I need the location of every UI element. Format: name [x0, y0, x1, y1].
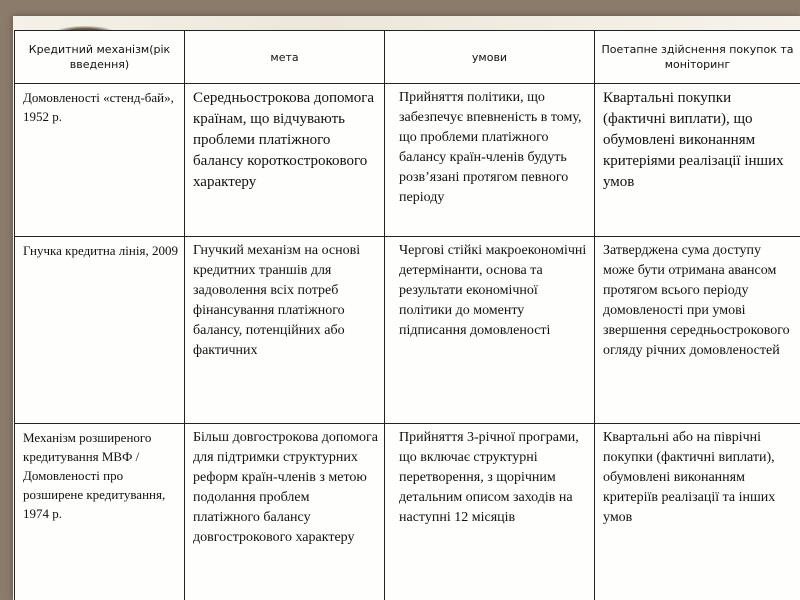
paper-top-strip — [13, 16, 800, 30]
cell-mechanism: Домовленості «стенд-бай», 1952 р. — [15, 84, 185, 237]
cell-monitoring: Квартальні або на піврічні покупки (фактичні виплати), обумовлені виконанням критеріїв реалізації та інших умов — [595, 424, 800, 600]
table-row — [15, 237, 800, 424]
cell-conditions: Прийняття 3-річної програми, що включає структурні перетворення, з щорічним детальним описом заходів на наступні 12 місяців — [385, 424, 595, 600]
table-row — [15, 424, 800, 600]
cell-monitoring: Квартальні покупки (фактичні виплати), що обумовлені виконанням критеріями реалізації інших умов — [595, 84, 800, 237]
cell-conditions: Чергові стійкі макроекономічні детермінанти, основа та результати економічної політики до моменту підписання домовленості — [385, 237, 595, 424]
header-conditions: умови — [385, 31, 595, 84]
cell-goal: Середньострокова допомога країнам, що відчувають проблеми платіжного балансу короткострокового характеру — [185, 84, 385, 237]
credit-mechanisms-table — [14, 30, 800, 600]
table-header-row — [15, 31, 800, 84]
cell-mechanism: Гнучка кредитна лінія, 2009 — [15, 237, 185, 424]
table-row — [15, 84, 800, 237]
cell-mechanism: Механізм розширеного кредитування МВФ / Домовленості про розширене кредитування, 1974 р. — [15, 424, 185, 600]
header-monitoring: Поетапне здійснення покупок та моніторинг — [595, 31, 800, 84]
cell-goal: Більш довгострокова допомога для підтримки структурних реформ країн-членів з метою подолання проблем платіжного балансу довгострокового характеру — [185, 424, 385, 600]
cell-conditions: Прийняття політики, що забезпечує впевненість в тому, що проблеми платіжного балансу країн-членів будуть розв’язані протягом певного періоду — [385, 84, 595, 237]
cell-monitoring: Затверджена сума доступу може бути отримана авансом протягом всього періоду домовленості при умові звершення середньострокового огляду річних домовленостей — [595, 237, 800, 424]
cell-goal: Гнучкий механізм на основі кредитних траншів для задоволення всіх потреб фінансування платіжного балансу, потенційних або фактичних — [185, 237, 385, 424]
header-mechanism: Кредитний механізм(рік введення) — [15, 31, 185, 84]
header-goal: мета — [185, 31, 385, 84]
